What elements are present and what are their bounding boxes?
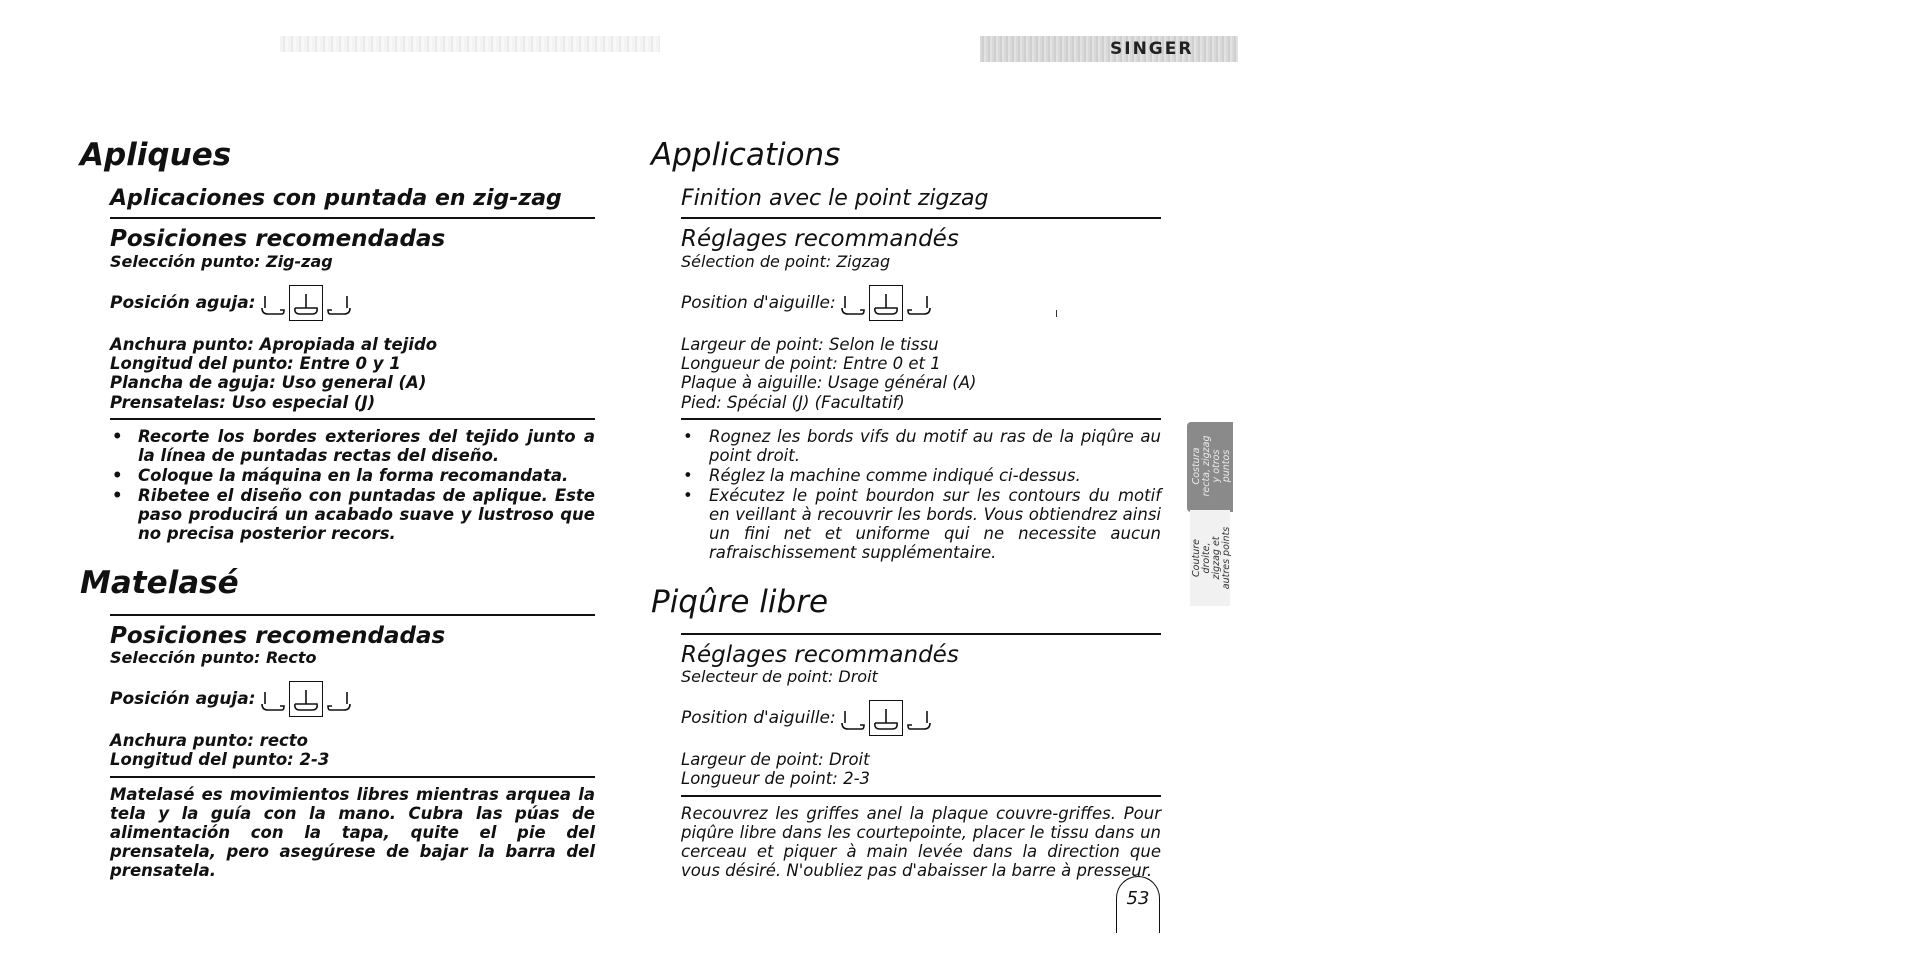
divider <box>110 418 595 420</box>
side-tab-fr-line: droite, <box>1201 542 1212 574</box>
needle-center-icon-selected <box>289 285 323 321</box>
setting-width: Largeur de point: Selon le tissu <box>681 334 939 354</box>
divider <box>110 776 595 778</box>
side-tab-es-line: Costura <box>1191 447 1202 485</box>
setting-width: Largeur de point: Droit <box>681 750 870 770</box>
section-title-apliques: Apliques <box>80 137 232 173</box>
settings-list <box>681 335 1161 412</box>
section-title-applications: Applications <box>651 137 841 173</box>
needle-left-icon <box>840 703 866 733</box>
needle-position-row <box>110 285 595 321</box>
setting-needle-plate: Plaque à aiguille: Usage général (A) <box>681 373 977 393</box>
divider <box>681 633 1161 635</box>
quilting-paragraph: Matelasé es movimientos libres mientras arquea la tela y la guía con la mano. Cubra las púas de alimentación con la tapa, quite el pie del prensatela, pero asegúrese de bajar la barra del prensatela. <box>110 784 595 880</box>
side-tab-es-line: y otros <box>1211 449 1222 483</box>
needle-right-icon <box>906 288 932 318</box>
section-title-piqure-libre: Piqûre libre <box>651 583 829 620</box>
setting-length: Longitud del punto: 2-3 <box>110 750 330 770</box>
step-item: • Coloque la máquina en la forma recomandata. <box>110 467 595 486</box>
settings-list <box>681 750 1161 789</box>
section-title-matelase: Matelasé <box>80 564 239 601</box>
setting-length: Longitud del punto: Entre 0 y 1 <box>110 354 401 374</box>
step-item: • Ribetee el diseño con puntadas de aplique. Este paso producirá un acabado suave y lustroso que no precisa posterior recors. <box>110 487 595 544</box>
quilting-block-fr <box>681 633 1161 881</box>
side-tab-es-line: recta, zigzag <box>1201 435 1212 497</box>
divider <box>110 614 595 616</box>
needle-right-icon <box>906 703 932 733</box>
french-column <box>651 138 1161 881</box>
settings-list <box>110 335 595 412</box>
divider <box>681 418 1161 420</box>
needle-position-label: Position d'aiguille: <box>681 708 836 729</box>
side-tab-fr-line: Couture <box>1191 539 1202 577</box>
needle-position-label: Posición aguja: <box>110 689 256 710</box>
step-item: • Réglez la machine comme indiqué ci-dessus. <box>681 467 1161 486</box>
stitch-selection: Selección punto: Recto <box>110 647 317 667</box>
needle-left-icon <box>260 288 286 318</box>
needle-position-row <box>110 681 595 717</box>
steps-list <box>681 428 1161 563</box>
spanish-column <box>80 138 595 881</box>
section-subtitle: Finition avec le point zigzag <box>681 186 989 212</box>
scan-mark <box>1056 310 1057 317</box>
header-brand-band <box>980 36 1238 62</box>
side-tab-fr-line: autres points <box>1221 526 1232 590</box>
needle-left-icon <box>840 288 866 318</box>
setting-width: Anchura punto: recto <box>110 731 309 751</box>
setting-presser-foot: Prensatelas: Uso especial (J) <box>110 392 376 412</box>
needle-center-icon-selected <box>869 285 903 321</box>
stitch-selection: Sélection de point: Zigzag <box>681 251 891 271</box>
needle-right-icon <box>326 288 352 318</box>
brand-name: SINGER <box>1110 39 1194 59</box>
section-subtitle: Aplicaciones con puntada en zig-zag <box>110 186 562 212</box>
needle-position-label: Position d'aiguille: <box>681 292 836 313</box>
applique-block-es <box>110 186 595 544</box>
step-item: • Recorte los bordes exteriores del tejido junto a la línea de puntadas rectas del diseño. <box>110 428 595 466</box>
setting-length: Longueur de point: 2-3 <box>681 769 871 789</box>
needle-position-row <box>681 285 1161 321</box>
divider <box>110 217 595 219</box>
header-scan-band <box>280 36 660 52</box>
step-item: • Rognez les bords vifs du motif au ras de la piqûre au point droit. <box>681 428 1161 466</box>
needle-position-label: Posición aguja: <box>110 292 256 313</box>
setting-needle-plate: Plancha de aguja: Uso general (A) <box>110 373 427 393</box>
settings-title: Posiciones recomendadas <box>110 622 446 649</box>
side-tab-es-line: puntos <box>1221 449 1232 483</box>
step-item: • Exécutez le point bourdon sur les contours du motif en veillant à recouvrir les bords. Vous obtiendrez ainsi un fini net et uniforme qui ne necessite aucun rafraischissement supplémentaire. <box>681 487 1161 563</box>
setting-presser-foot: Pied: Spécial (J) (Facultatif) <box>681 392 905 412</box>
quilting-paragraph: Recouvrez les griffes anel la plaque couvre-griffes. Pour piqûre libre dans les courtepointe, placer le tissu dans un cerceau et piquer à main levée dans la direction que vous désiré. N'oubliez pas d'abaisser la barre à presseur. <box>681 803 1161 880</box>
settings-title: Réglages recommandés <box>681 641 959 668</box>
quilting-block-es <box>110 614 595 881</box>
settings-title: Posiciones recomendadas <box>110 226 446 253</box>
divider <box>681 217 1161 219</box>
applique-block-fr <box>681 186 1161 563</box>
side-tab-fr-line: zigzag et <box>1211 536 1222 580</box>
needle-right-icon <box>326 684 352 714</box>
settings-title: Réglages recommandés <box>681 226 959 253</box>
setting-length: Longueur de point: Entre 0 et 1 <box>681 354 941 374</box>
settings-list <box>110 731 595 770</box>
needle-position-row <box>681 700 1161 736</box>
steps-list <box>110 428 595 544</box>
stitch-selection: Selecteur de point: Droit <box>681 666 878 686</box>
setting-width: Anchura punto: Apropiada al tejido <box>110 334 438 354</box>
page-number: 53 <box>1116 876 1160 933</box>
needle-left-icon <box>260 684 286 714</box>
divider <box>681 795 1161 797</box>
needle-center-icon-selected <box>869 700 903 736</box>
needle-center-icon-selected <box>289 681 323 717</box>
stitch-selection: Selección punto: Zig-zag <box>110 251 333 271</box>
